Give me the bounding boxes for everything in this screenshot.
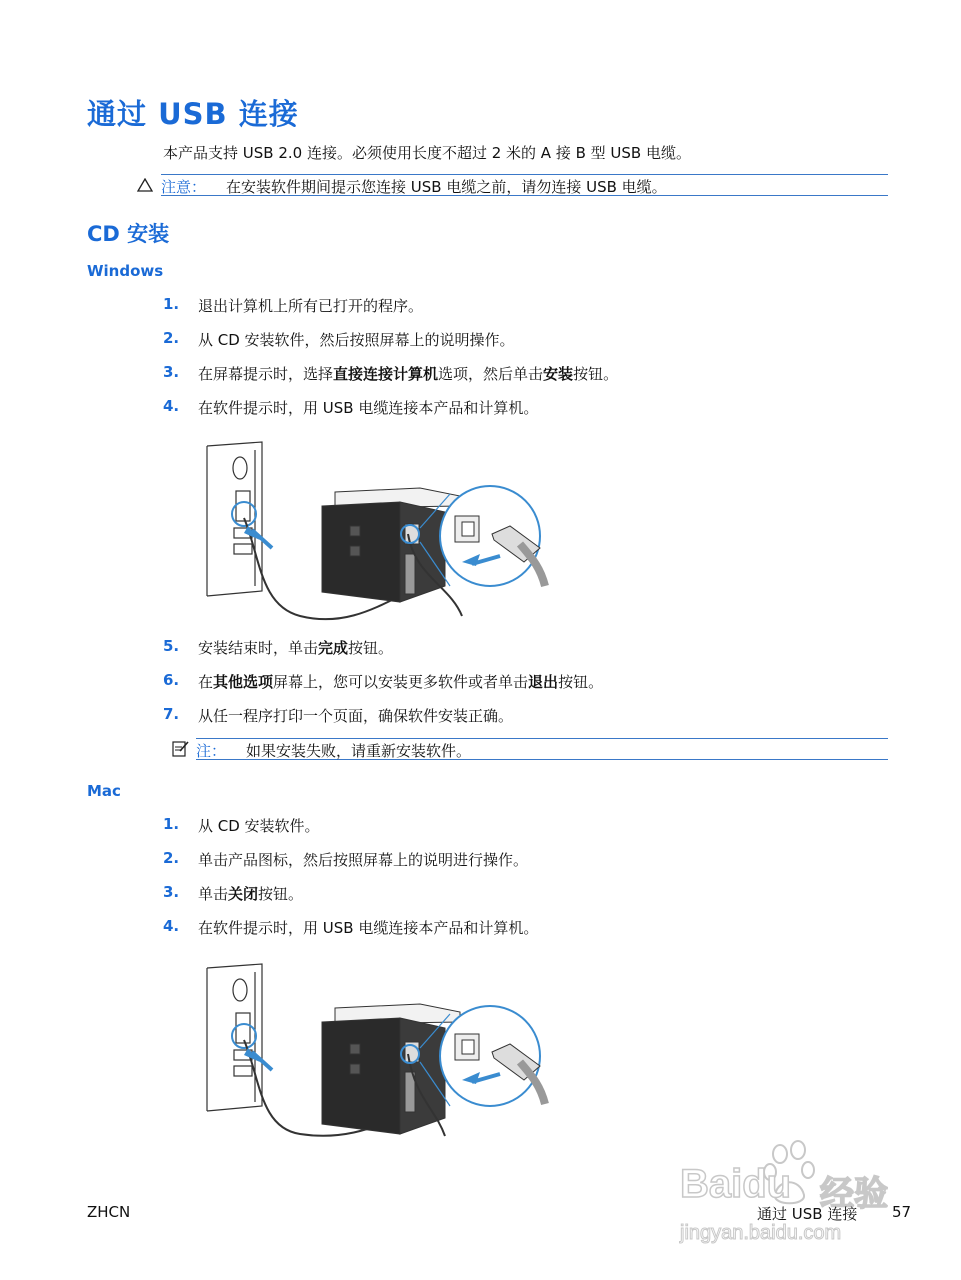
step-text <box>198 917 538 938</box>
step-number: 2. <box>163 849 180 867</box>
step-text-part: 退出计算机上所有已打开的程序。 <box>198 297 424 315</box>
step-text <box>198 883 303 904</box>
step-text-part: 按钮。 <box>258 885 304 903</box>
step-number: 3. <box>163 363 180 381</box>
step-bold-term: 退出 <box>528 673 559 691</box>
windows-heading: Windows <box>87 262 164 280</box>
step-text <box>198 849 528 870</box>
step-number: 4. <box>163 397 180 415</box>
page-number: 57 <box>892 1203 912 1221</box>
step-text-part: 按钮。 <box>348 639 394 657</box>
step-text-part: 按钮。 <box>558 673 604 691</box>
step-bold-term: 完成 <box>318 639 349 657</box>
note-box <box>196 738 888 760</box>
step-number: 4. <box>163 917 180 935</box>
step-bold-term: 关闭 <box>228 885 259 903</box>
watermark-brand <box>680 1162 791 1207</box>
watermark-cn: 经验 <box>820 1174 888 1214</box>
step-text-part: 屏幕上，您可以安装更多软件或者单击 <box>273 673 529 691</box>
step-text-part: 在软件提示时，用 USB 电缆连接本产品和计算机。 <box>198 919 539 937</box>
step-text-part: 在软件提示时，用 USB 电缆连接本产品和计算机。 <box>198 399 539 417</box>
baidu-watermark <box>680 1140 920 1250</box>
note-icon <box>172 739 190 761</box>
caution-label: 注意： <box>161 178 207 196</box>
caution-icon <box>137 177 153 196</box>
step-number: 2. <box>163 329 180 347</box>
watermark-brand-b: du <box>742 1162 792 1206</box>
step-text <box>198 295 423 316</box>
step-text <box>198 815 320 836</box>
section-title: CD 安装 <box>87 222 170 246</box>
step-text <box>198 363 618 384</box>
usb-connection-illustration <box>200 436 560 626</box>
step-text-part: 单击 <box>198 885 229 903</box>
usb-connection-illustration-mac <box>200 958 560 1148</box>
step-bold-term: 直接连接计算机 <box>333 365 439 383</box>
step-text-part: 在 <box>198 673 214 691</box>
step-number: 1. <box>163 815 180 833</box>
step-text <box>198 705 513 726</box>
step-text <box>198 397 538 418</box>
step-text-part: 从 CD 安装软件。 <box>198 817 320 835</box>
caution-box <box>161 174 888 196</box>
step-text <box>198 637 393 658</box>
watermark-brand-a: Bai <box>680 1162 743 1206</box>
footer-title: 通过 USB 连接 <box>757 1205 858 1223</box>
step-number: 5. <box>163 637 180 655</box>
step-text-part: 安装结束时，单击 <box>198 639 319 657</box>
step-text-part: 从 CD 安装软件，然后按照屏幕上的说明操作。 <box>198 331 515 349</box>
step-text-part: 在屏幕提示时，选择 <box>198 365 334 383</box>
step-number: 3. <box>163 883 180 901</box>
page-title: 通过 USB 连接 <box>87 97 299 131</box>
caution-text: 在安装软件期间提示您连接 USB 电缆之前，请勿连接 USB 电缆。 <box>226 178 667 196</box>
step-number: 7. <box>163 705 180 723</box>
step-bold-term: 其他选项 <box>213 673 274 691</box>
watermark-url: jingyan.baidu.com <box>680 1222 842 1244</box>
step-bold-term: 安装 <box>543 365 574 383</box>
step-text <box>198 671 603 692</box>
step-text-part: 从任一程序打印一个页面，确保软件安装正确。 <box>198 707 514 725</box>
usb-connection-illustration-mac <box>200 958 560 1152</box>
footer-left: ZHCN <box>87 1203 131 1221</box>
usb-connection-illustration <box>200 436 560 630</box>
step-text-part: 选项，然后单击 <box>438 365 544 383</box>
note-label: 注： <box>196 742 227 760</box>
note-text: 如果安装失败，请重新安装软件。 <box>246 742 472 760</box>
step-number: 1. <box>163 295 180 313</box>
step-text-part: 单击产品图标，然后按照屏幕上的说明进行操作。 <box>198 851 529 869</box>
intro-paragraph: 本产品支持 USB 2.0 连接。必须使用长度不超过 2 米的 A 接 B 型 USB 电缆。 <box>163 144 691 162</box>
step-text-part: 按钮。 <box>573 365 619 383</box>
step-number: 6. <box>163 671 180 689</box>
mac-heading: Mac <box>87 782 121 800</box>
step-text <box>198 329 515 350</box>
